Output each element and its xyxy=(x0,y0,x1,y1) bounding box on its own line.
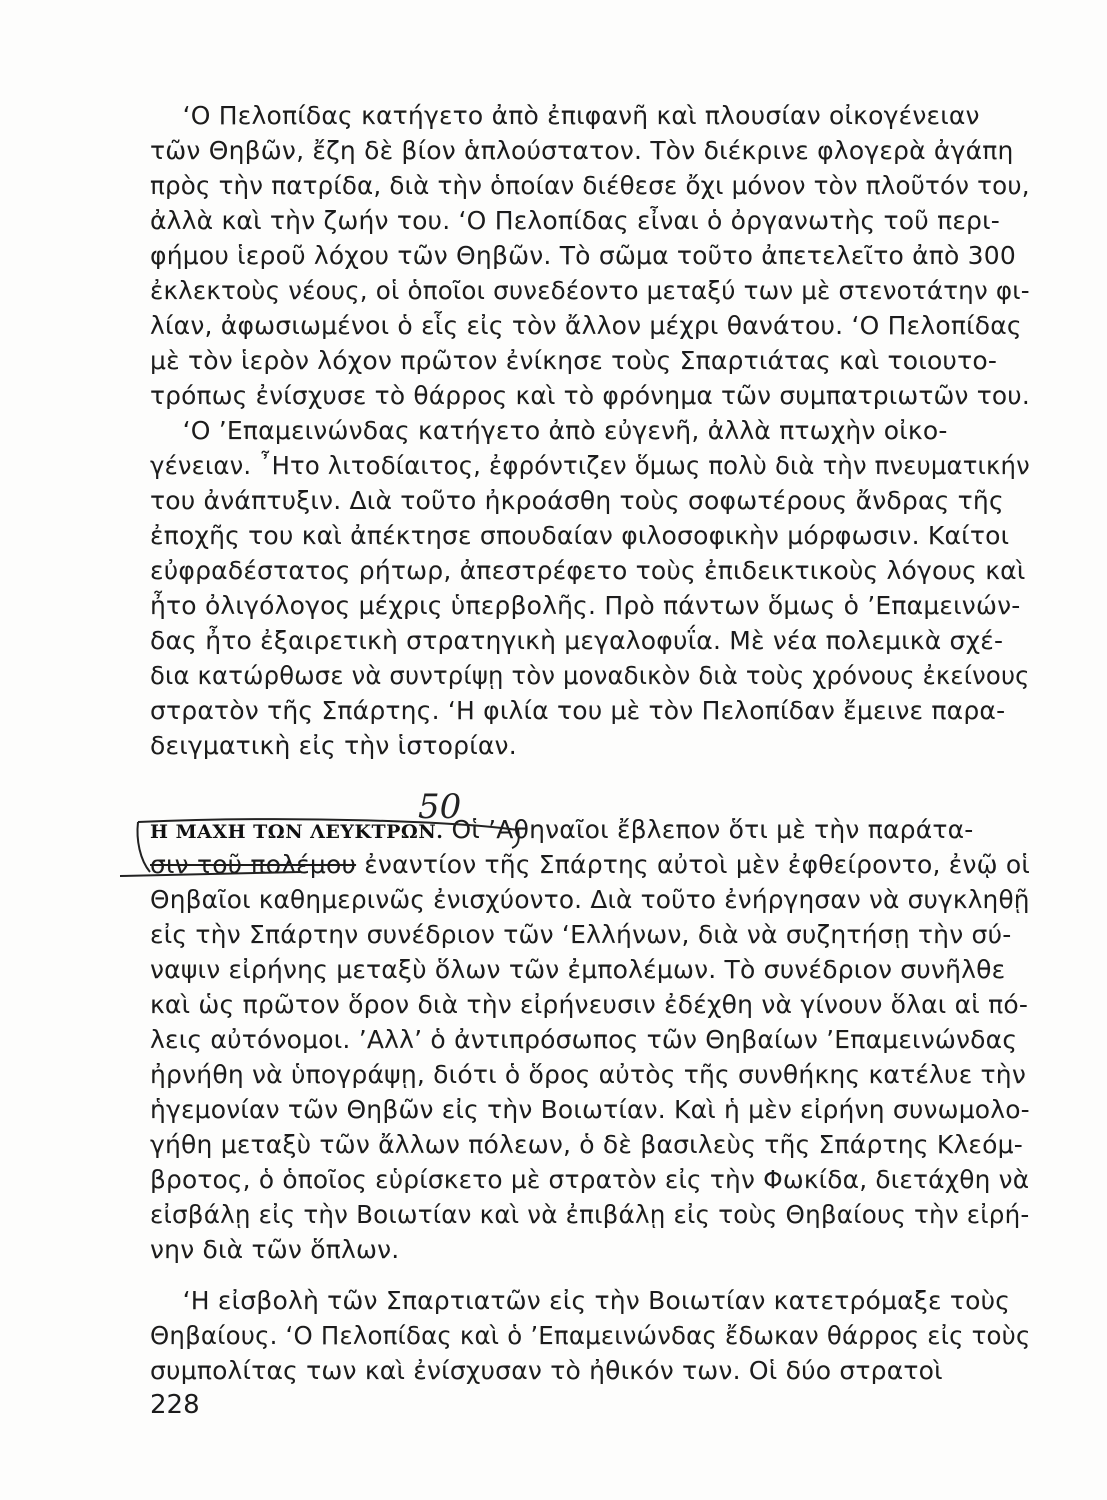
text-line: ἐποχῆς του καὶ ἀπέκτησε σπουδαίαν φιλοσοφικὴν μόρφωσιν. Καίτοι xyxy=(150,521,1010,550)
text-line: πρὸς τὴν πατρίδα, διὰ τὴν ὁποίαν διέθεσε ὄχι μόνον τὸν πλοῦτόν του, xyxy=(150,171,1030,200)
text-line: του ἀνάπτυξιν. Διὰ τοῦτο ἠκροάσθη τοὺς σοφωτέρους ἄνδρας τῆς xyxy=(150,486,1004,515)
text-line: ἡγεμονίαν τῶν Θηβῶν εἰς τὴν Βοιωτίαν. Καὶ ἡ μὲν εἰρήνη συνωμολο- xyxy=(150,1095,1030,1124)
text-line: ναψιν εἰρήνης μεταξὺ ὅλων τῶν ἐμπολέμων. Τὸ συνέδριον συνῆλθε xyxy=(150,955,1006,984)
text-line: ἠρνήθη νὰ ὑπογράψῃ, διότι ὁ ὅρος αὐτὸς τῆς συνθήκης κατέλυε τὴν xyxy=(150,1060,1027,1089)
paragraph-leuctra-body xyxy=(150,882,1030,1267)
text-line: δια κατώρθωσε νὰ συντρίψῃ τὸν μοναδικὸν διὰ τοὺς χρόνους ἐκείνους xyxy=(150,661,1030,690)
text-line: τρόπως ἐνίσχυσε τὸ θάρρος καὶ τὸ φρόνημα τῶν συμπατριωτῶν του. xyxy=(150,381,1030,410)
heading-line-text: Οἱ ’Αθηναῖοι ἔβλεπον ὅτι μὲ τὴν παράτα- xyxy=(443,815,974,844)
text-line: γένειαν. ῏Ητο λιτοδίαιτος, ἐφρόντιζεν ὅμως πολὺ διὰ τὴν πνευματικήν xyxy=(150,451,1030,480)
struck-text: σιν τοῦ πολέμου xyxy=(150,850,357,879)
text-line: ‘Ο Πελοπίδας κατήγετο ἀπὸ ἐπιφανῆ καὶ πλουσίαν οἰκογένειαν xyxy=(150,101,980,130)
text-line: γήθη μεταξὺ τῶν ἄλλων πόλεων, ὁ δὲ βασιλεὺς τῆς Σπάρτης Κλεόμ- xyxy=(150,1130,1023,1159)
text-line: λεις αὐτόνομοι. ’Αλλ’ ὁ ἀντιπρόσωπος τῶν Θηβαίων ’Επαμεινώνδας xyxy=(150,1025,1018,1054)
pen-bracket-mark xyxy=(138,822,151,872)
paragraph-epaminondas xyxy=(150,413,1030,763)
text-line: καὶ ὡς πρῶτον ὅρον διὰ τὴν εἰρήνευσιν ἐδέχθη νὰ γίνουν ὅλαι αἱ πό- xyxy=(150,990,1029,1019)
text-line: Θηβαῖοι καθημερινῶς ἐνισχύοντο. Διὰ τοῦτο ἐνήργησαν νὰ συγκληθῇ xyxy=(150,885,1030,914)
text-line: ἀλλὰ καὶ τὴν ζωήν του. ‘Ο Πελοπίδας εἶναι ὁ ὀργανωτὴς τοῦ περι- xyxy=(150,206,1000,235)
handwritten-note: 50 xyxy=(418,787,462,827)
text-line: δειγματικὴ εἰς τὴν ἱστορίαν. xyxy=(150,731,517,760)
text-line: τῶν Θηβῶν, ἔζη δὲ βίον ἁπλούστατον. Τὸν διέκρινε φλογερὰ ἀγάπη xyxy=(150,136,1014,165)
text-line: ἦτο ὀλιγόλογος μέχρις ὑπερβολῆς. Πρὸ πάντων ὅμως ὁ ’Επαμεινών- xyxy=(150,591,1021,620)
text-line: βροτος, ὁ ὁποῖος εὑρίσκετο μὲ στρατὸν εἰς τὴν Φωκίδα, διετάχθη νὰ xyxy=(150,1165,1030,1194)
struck-line-tail: ἐναντίον τῆς Σπάρτης αὐτοὶ μὲν ἐφθείροντο, ἐνῷ οἱ xyxy=(356,850,1031,879)
paragraph-pelopidas xyxy=(150,98,1030,413)
text-line: ἐκλεκτοὺς νέους, οἱ ὁποῖοι συνεδέοντο μεταξύ των μὲ στενοτάτην φι- xyxy=(150,276,1030,305)
text-line: εἰς τὴν Σπάρτην συνέδριον τῶν ‘Ελλήνων, διὰ νὰ συζητήσῃ τὴν σύ- xyxy=(150,920,1012,949)
text-line: λίαν, ἀφωσιωμένοι ὁ εἷς εἰς τὸν ἄλλον μέχρι θανάτου. ‘Ο Πελοπίδας xyxy=(150,311,1022,340)
text-line: στρατὸν τῆς Σπάρτης. ‘Η φιλία του μὲ τὸν Πελοπίδαν ἔμεινε παρα- xyxy=(150,696,1006,725)
text-line: ‘Ο ’Επαμεινώνδας κατήγετο ἀπὸ εὐγενῆ, ἀλλὰ πτωχὴν οἰκο- xyxy=(150,416,948,445)
text-line: μὲ τὸν ἱερὸν λόχον πρῶτον ἐνίκησε τοὺς Σπαρτιάτας καὶ τοιουτο- xyxy=(150,346,998,375)
section-battle-of-leuctra xyxy=(150,812,1030,1267)
struck-line xyxy=(150,847,1029,882)
text-line: εὐφραδέστατος ρήτωρ, ἀπεστρέφετο τοὺς ἐπιδεικτικοὺς λόγους καὶ xyxy=(150,556,1026,585)
text-line: φήμου ἱεροῦ λόχου τῶν Θηβῶν. Τὸ σῶμα τοῦτο ἀπετελεῖτο ἀπὸ 300 xyxy=(150,241,1016,270)
text-line: Θηβαίους. ‘Ο Πελοπίδας καὶ ὁ ’Επαμεινώνδας ἔδωκαν θάρρος εἰς τοὺς xyxy=(150,1321,1031,1350)
page-number: 228 xyxy=(150,1390,200,1420)
text-line: συμπολίτας των καὶ ἐνίσχυσαν τὸ ἠθικόν των. Οἱ δύο στρατοὶ xyxy=(150,1356,943,1385)
text-line: δας ἦτο ἐξαιρετικὴ στρατηγικὴ μεγαλοφυΐα. Μὲ νέα πολεμικὰ σχέ- xyxy=(150,626,1004,655)
section-heading: Η ΜΑΧΗ ΤΩΝ ΛΕΥΚΤΡΩΝ. xyxy=(150,821,444,843)
text-line: ‘Η εἰσβολὴ τῶν Σπαρτιατῶν εἰς τὴν Βοιωτίαν κατετρόμαξε τοὺς xyxy=(150,1286,1011,1315)
text-line: νην διὰ τῶν ὅπλων. xyxy=(150,1235,400,1264)
section-heading-line xyxy=(150,812,1030,847)
paragraph-invasion xyxy=(150,1283,1030,1388)
text-line: εἰσβάλῃ εἰς τὴν Βοιωτίαν καὶ νὰ ἐπιβάλῃ εἰς τοὺς Θηβαίους τὴν εἰρή- xyxy=(150,1200,1030,1229)
